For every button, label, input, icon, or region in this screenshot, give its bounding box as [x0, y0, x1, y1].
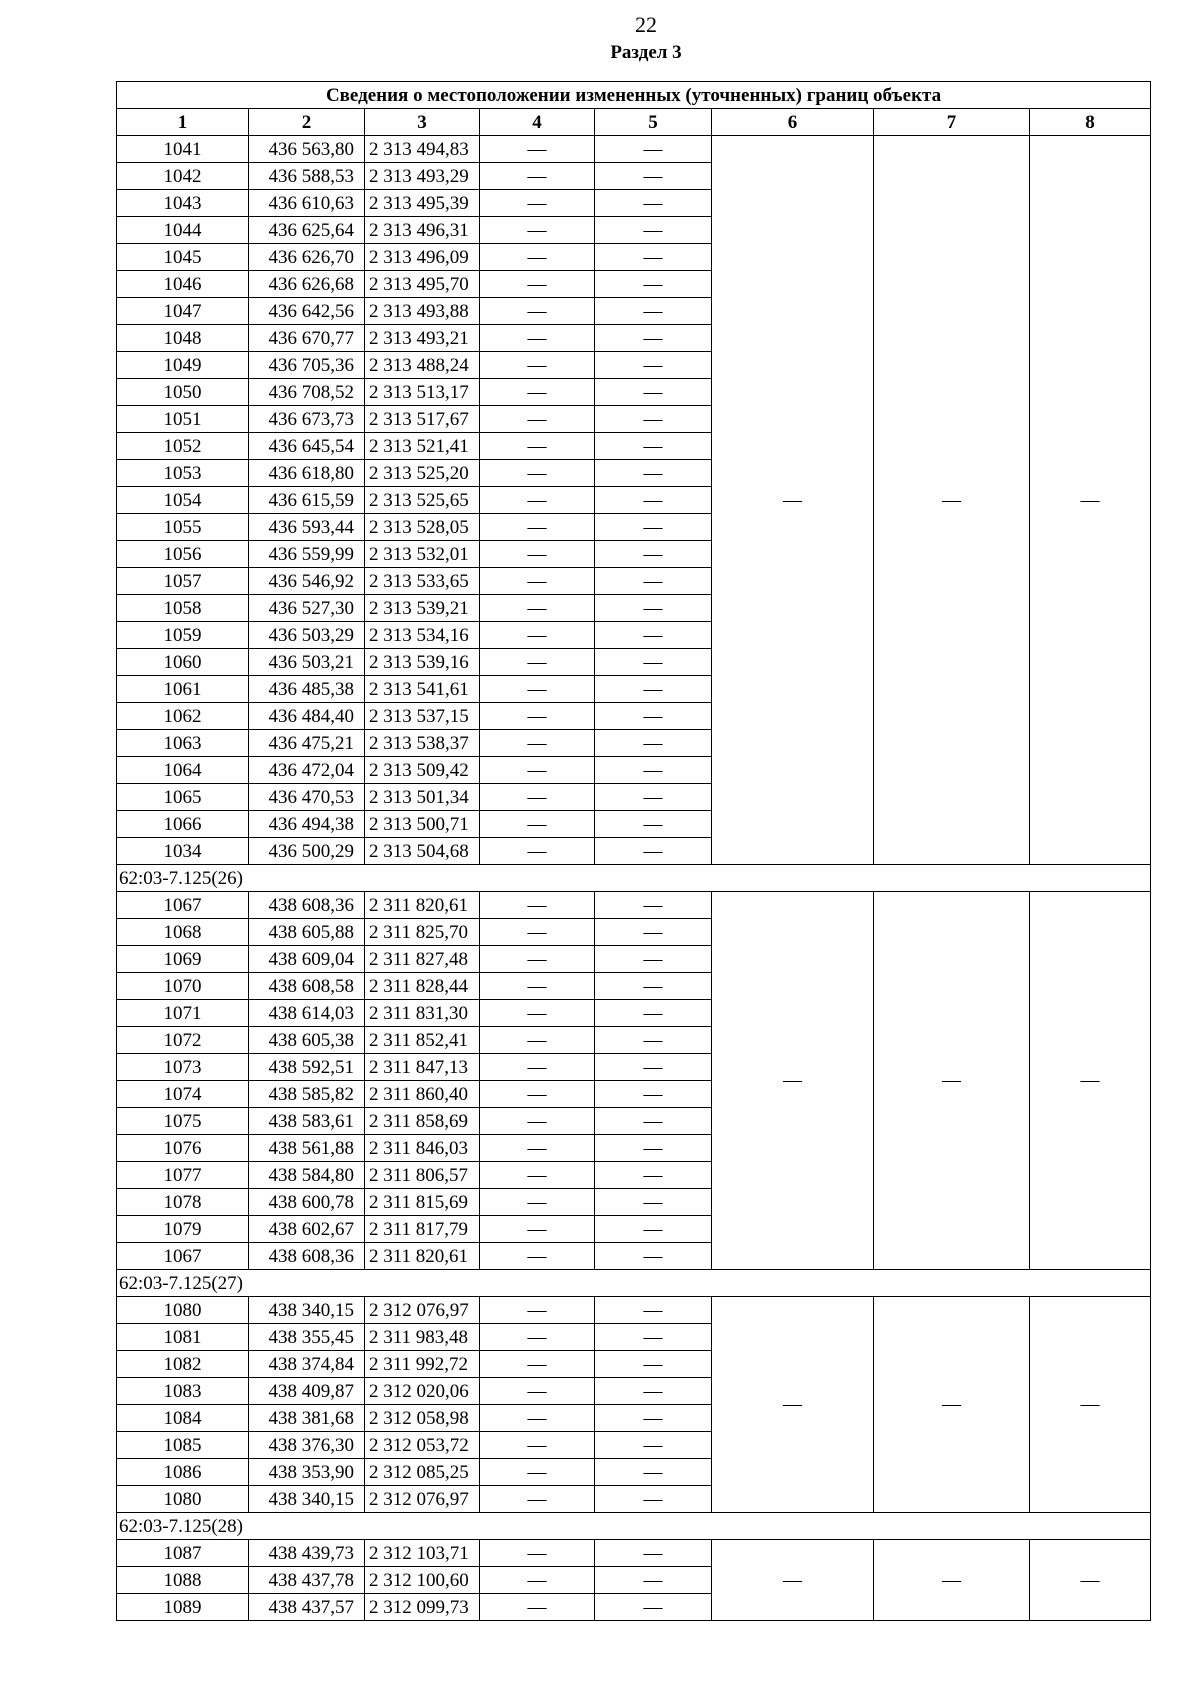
x-coordinate-cell: 436 494,38 [249, 811, 365, 838]
point-number-cell: 1077 [117, 1162, 249, 1189]
x-coordinate-cell: 438 585,82 [249, 1081, 365, 1108]
col5-cell: — [595, 730, 712, 757]
y-coordinate-cell: 2 311 825,70 [365, 919, 480, 946]
col4-cell: — [480, 676, 595, 703]
point-number-cell: 1050 [117, 379, 249, 406]
col4-cell: — [480, 136, 595, 163]
y-coordinate-cell: 2 311 983,48 [365, 1324, 480, 1351]
point-number-cell: 1070 [117, 973, 249, 1000]
y-coordinate-cell: 2 311 852,41 [365, 1027, 480, 1054]
col5-cell: — [595, 1486, 712, 1513]
column-header: 4 [480, 109, 595, 136]
y-coordinate-cell: 2 312 058,98 [365, 1405, 480, 1432]
point-number-cell: 1084 [117, 1405, 249, 1432]
col4-cell: — [480, 541, 595, 568]
point-number-cell: 1083 [117, 1378, 249, 1405]
y-coordinate-cell: 2 313 528,05 [365, 514, 480, 541]
y-coordinate-cell: 2 313 500,71 [365, 811, 480, 838]
merged-col6-cell: — [712, 1297, 874, 1513]
y-coordinate-cell: 2 312 053,72 [365, 1432, 480, 1459]
y-coordinate-cell: 2 313 537,15 [365, 703, 480, 730]
point-number-cell: 1071 [117, 1000, 249, 1027]
table-row [117, 892, 1151, 919]
col5-cell: — [595, 1351, 712, 1378]
col4-cell: — [480, 1135, 595, 1162]
x-coordinate-cell: 438 608,58 [249, 973, 365, 1000]
merged-col8-cell: — [1030, 136, 1151, 865]
merged-col8-cell: — [1030, 1297, 1151, 1513]
y-coordinate-cell: 2 312 100,60 [365, 1567, 480, 1594]
x-coordinate-cell: 438 605,88 [249, 919, 365, 946]
col4-cell: — [480, 1540, 595, 1567]
point-number-cell: 1059 [117, 622, 249, 649]
col5-cell: — [595, 595, 712, 622]
col5-cell: — [595, 973, 712, 1000]
col5-cell: — [595, 784, 712, 811]
point-number-cell: 1089 [117, 1594, 249, 1621]
col5-cell: — [595, 1297, 712, 1324]
point-number-cell: 1075 [117, 1108, 249, 1135]
y-coordinate-cell: 2 313 539,21 [365, 595, 480, 622]
col4-cell: — [480, 433, 595, 460]
x-coordinate-cell: 438 584,80 [249, 1162, 365, 1189]
point-number-cell: 1087 [117, 1540, 249, 1567]
merged-col6-cell: — [712, 892, 874, 1270]
y-coordinate-cell: 2 311 847,13 [365, 1054, 480, 1081]
point-number-cell: 1072 [117, 1027, 249, 1054]
point-number-cell: 1043 [117, 190, 249, 217]
x-coordinate-cell: 436 485,38 [249, 676, 365, 703]
point-number-cell: 1049 [117, 352, 249, 379]
point-number-cell: 1067 [117, 892, 249, 919]
point-number-cell: 1076 [117, 1135, 249, 1162]
group-label-row [117, 1513, 1151, 1540]
col4-cell: — [480, 1432, 595, 1459]
col4-cell: — [480, 1189, 595, 1216]
col4-cell: — [480, 190, 595, 217]
y-coordinate-cell: 2 313 495,39 [365, 190, 480, 217]
col4-cell: — [480, 1351, 595, 1378]
x-coordinate-cell: 436 625,64 [249, 217, 365, 244]
y-coordinate-cell: 2 312 020,06 [365, 1378, 480, 1405]
point-number-cell: 1063 [117, 730, 249, 757]
x-coordinate-cell: 438 592,51 [249, 1054, 365, 1081]
col4-cell: — [480, 973, 595, 1000]
x-coordinate-cell: 436 673,73 [249, 406, 365, 433]
x-coordinate-cell: 438 614,03 [249, 1000, 365, 1027]
col5-cell: — [595, 1459, 712, 1486]
col4-cell: — [480, 163, 595, 190]
y-coordinate-cell: 2 311 806,57 [365, 1162, 480, 1189]
point-number-cell: 1055 [117, 514, 249, 541]
y-coordinate-cell: 2 311 846,03 [365, 1135, 480, 1162]
point-number-cell: 1062 [117, 703, 249, 730]
col4-cell: — [480, 1378, 595, 1405]
point-number-cell: 1051 [117, 406, 249, 433]
col4-cell: — [480, 217, 595, 244]
col4-cell: — [480, 622, 595, 649]
col4-cell: — [480, 1405, 595, 1432]
col4-cell: — [480, 244, 595, 271]
x-coordinate-cell: 438 439,73 [249, 1540, 365, 1567]
x-coordinate-cell: 436 500,29 [249, 838, 365, 865]
col4-cell: — [480, 514, 595, 541]
y-coordinate-cell: 2 312 076,97 [365, 1486, 480, 1513]
col5-cell: — [595, 271, 712, 298]
merged-col7-cell: — [874, 136, 1030, 865]
y-coordinate-cell: 2 313 495,70 [365, 271, 480, 298]
col5-cell: — [595, 1405, 712, 1432]
point-number-cell: 1044 [117, 217, 249, 244]
col5-cell: — [595, 217, 712, 244]
col5-cell: — [595, 406, 712, 433]
point-number-cell: 1069 [117, 946, 249, 973]
point-number-cell: 1080 [117, 1297, 249, 1324]
x-coordinate-cell: 436 705,36 [249, 352, 365, 379]
point-number-cell: 1085 [117, 1432, 249, 1459]
col5-cell: — [595, 892, 712, 919]
col4-cell: — [480, 595, 595, 622]
merged-col8-cell: — [1030, 892, 1151, 1270]
table-body [117, 82, 1151, 1621]
x-coordinate-cell: 436 503,29 [249, 622, 365, 649]
x-coordinate-cell: 438 608,36 [249, 1243, 365, 1270]
col5-cell: — [595, 757, 712, 784]
x-coordinate-cell: 438 605,38 [249, 1027, 365, 1054]
col5-cell: — [595, 1027, 712, 1054]
col4-cell: — [480, 1216, 595, 1243]
y-coordinate-cell: 2 313 493,88 [365, 298, 480, 325]
merged-col8-cell: — [1030, 1540, 1151, 1621]
col5-cell: — [595, 163, 712, 190]
col5-cell: — [595, 433, 712, 460]
merged-col7-cell: — [874, 1540, 1030, 1621]
col5-cell: — [595, 1432, 712, 1459]
col4-cell: — [480, 1027, 595, 1054]
x-coordinate-cell: 438 340,15 [249, 1297, 365, 1324]
col5-cell: — [595, 514, 712, 541]
col5-cell: — [595, 1162, 712, 1189]
point-number-cell: 1088 [117, 1567, 249, 1594]
point-number-cell: 1061 [117, 676, 249, 703]
x-coordinate-cell: 436 626,68 [249, 271, 365, 298]
y-coordinate-cell: 2 311 831,30 [365, 1000, 480, 1027]
x-coordinate-cell: 438 608,36 [249, 892, 365, 919]
x-coordinate-cell: 438 437,78 [249, 1567, 365, 1594]
col4-cell: — [480, 1486, 595, 1513]
point-number-cell: 1046 [117, 271, 249, 298]
point-number-cell: 1056 [117, 541, 249, 568]
column-header: 1 [117, 109, 249, 136]
col5-cell: — [595, 298, 712, 325]
x-coordinate-cell: 436 645,54 [249, 433, 365, 460]
y-coordinate-cell: 2 313 496,09 [365, 244, 480, 271]
col4-cell: — [480, 1324, 595, 1351]
page-number: 22 [635, 12, 657, 37]
col5-cell: — [595, 487, 712, 514]
y-coordinate-cell: 2 311 815,69 [365, 1189, 480, 1216]
col4-cell: — [480, 1162, 595, 1189]
col4-cell: — [480, 298, 595, 325]
col4-cell: — [480, 460, 595, 487]
col5-cell: — [595, 190, 712, 217]
group-label-row [117, 865, 1151, 892]
y-coordinate-cell: 2 313 496,31 [365, 217, 480, 244]
x-coordinate-cell: 438 437,57 [249, 1594, 365, 1621]
x-coordinate-cell: 436 470,53 [249, 784, 365, 811]
y-coordinate-cell: 2 311 858,69 [365, 1108, 480, 1135]
point-number-cell: 1054 [117, 487, 249, 514]
col5-cell: — [595, 1594, 712, 1621]
col5-cell: — [595, 379, 712, 406]
col5-cell: — [595, 1540, 712, 1567]
x-coordinate-cell: 438 340,15 [249, 1486, 365, 1513]
point-number-cell: 1067 [117, 1243, 249, 1270]
point-number-cell: 1045 [117, 244, 249, 271]
col5-cell: — [595, 946, 712, 973]
table-title: Сведения о местоположении измененных (уточненных) границ объекта [117, 82, 1151, 109]
x-coordinate-cell: 436 527,30 [249, 595, 365, 622]
col4-cell: — [480, 838, 595, 865]
col4-cell: — [480, 1594, 595, 1621]
y-coordinate-cell: 2 313 488,24 [365, 352, 480, 379]
point-number-cell: 1052 [117, 433, 249, 460]
col5-cell: — [595, 676, 712, 703]
col5-cell: — [595, 352, 712, 379]
y-coordinate-cell: 2 312 099,73 [365, 1594, 480, 1621]
col4-cell: — [480, 325, 595, 352]
col4-cell: — [480, 703, 595, 730]
section-title: Раздел 3 [610, 42, 682, 63]
col5-cell: — [595, 244, 712, 271]
col5-cell: — [595, 541, 712, 568]
y-coordinate-cell: 2 313 493,29 [365, 163, 480, 190]
y-coordinate-cell: 2 313 532,01 [365, 541, 480, 568]
x-coordinate-cell: 438 374,84 [249, 1351, 365, 1378]
point-number-cell: 1034 [117, 838, 249, 865]
y-coordinate-cell: 2 313 539,16 [365, 649, 480, 676]
group-label: 62:03-7.125(27) [117, 1270, 1151, 1297]
point-number-cell: 1079 [117, 1216, 249, 1243]
table-row [117, 1540, 1151, 1567]
col5-cell: — [595, 1054, 712, 1081]
point-number-cell: 1065 [117, 784, 249, 811]
point-number-cell: 1066 [117, 811, 249, 838]
point-number-cell: 1047 [117, 298, 249, 325]
point-number-cell: 1073 [117, 1054, 249, 1081]
column-header: 7 [874, 109, 1030, 136]
y-coordinate-cell: 2 312 076,97 [365, 1297, 480, 1324]
x-coordinate-cell: 436 475,21 [249, 730, 365, 757]
y-coordinate-cell: 2 311 992,72 [365, 1351, 480, 1378]
point-number-cell: 1078 [117, 1189, 249, 1216]
y-coordinate-cell: 2 311 817,79 [365, 1216, 480, 1243]
group-label-row [117, 1270, 1151, 1297]
col4-cell: — [480, 757, 595, 784]
col5-cell: — [595, 460, 712, 487]
x-coordinate-cell: 436 610,63 [249, 190, 365, 217]
y-coordinate-cell: 2 313 493,21 [365, 325, 480, 352]
col5-cell: — [595, 1000, 712, 1027]
col4-cell: — [480, 919, 595, 946]
col4-cell: — [480, 271, 595, 298]
y-coordinate-cell: 2 313 533,65 [365, 568, 480, 595]
x-coordinate-cell: 436 503,21 [249, 649, 365, 676]
x-coordinate-cell: 438 561,88 [249, 1135, 365, 1162]
x-coordinate-cell: 436 472,04 [249, 757, 365, 784]
x-coordinate-cell: 436 618,80 [249, 460, 365, 487]
y-coordinate-cell: 2 313 525,65 [365, 487, 480, 514]
col4-cell: — [480, 406, 595, 433]
x-coordinate-cell: 438 376,30 [249, 1432, 365, 1459]
col5-cell: — [595, 1081, 712, 1108]
x-coordinate-cell: 436 563,80 [249, 136, 365, 163]
point-number-cell: 1074 [117, 1081, 249, 1108]
point-number-cell: 1048 [117, 325, 249, 352]
col4-cell: — [480, 1108, 595, 1135]
x-coordinate-cell: 436 615,59 [249, 487, 365, 514]
col5-cell: — [595, 919, 712, 946]
column-header: 3 [365, 109, 480, 136]
col5-cell: — [595, 1243, 712, 1270]
col4-cell: — [480, 811, 595, 838]
y-coordinate-cell: 2 311 820,61 [365, 892, 480, 919]
col4-cell: — [480, 1000, 595, 1027]
group-label: 62:03-7.125(28) [117, 1513, 1151, 1540]
x-coordinate-cell: 438 381,68 [249, 1405, 365, 1432]
y-coordinate-cell: 2 313 534,16 [365, 622, 480, 649]
y-coordinate-cell: 2 313 521,41 [365, 433, 480, 460]
x-coordinate-cell: 436 484,40 [249, 703, 365, 730]
x-coordinate-cell: 438 600,78 [249, 1189, 365, 1216]
x-coordinate-cell: 436 708,52 [249, 379, 365, 406]
y-coordinate-cell: 2 313 513,17 [365, 379, 480, 406]
column-header: 5 [595, 109, 712, 136]
column-header: 8 [1030, 109, 1151, 136]
x-coordinate-cell: 436 559,99 [249, 541, 365, 568]
table-row [117, 136, 1151, 163]
col5-cell: — [595, 838, 712, 865]
column-header: 2 [249, 109, 365, 136]
x-coordinate-cell: 438 583,61 [249, 1108, 365, 1135]
point-number-cell: 1053 [117, 460, 249, 487]
col4-cell: — [480, 730, 595, 757]
point-number-cell: 1042 [117, 163, 249, 190]
point-number-cell: 1060 [117, 649, 249, 676]
y-coordinate-cell: 2 313 541,61 [365, 676, 480, 703]
table-title-row [117, 82, 1151, 109]
col5-cell: — [595, 1108, 712, 1135]
col4-cell: — [480, 892, 595, 919]
merged-col7-cell: — [874, 1297, 1030, 1513]
col5-cell: — [595, 1567, 712, 1594]
point-number-cell: 1082 [117, 1351, 249, 1378]
point-number-cell: 1058 [117, 595, 249, 622]
table-row [117, 1297, 1151, 1324]
col5-cell: — [595, 649, 712, 676]
col5-cell: — [595, 1216, 712, 1243]
col5-cell: — [595, 1189, 712, 1216]
y-coordinate-cell: 2 312 085,25 [365, 1459, 480, 1486]
point-number-cell: 1086 [117, 1459, 249, 1486]
x-coordinate-cell: 436 588,53 [249, 163, 365, 190]
y-coordinate-cell: 2 313 494,83 [365, 136, 480, 163]
point-number-cell: 1080 [117, 1486, 249, 1513]
col4-cell: — [480, 352, 595, 379]
col4-cell: — [480, 649, 595, 676]
x-coordinate-cell: 438 609,04 [249, 946, 365, 973]
header-row [117, 109, 1151, 136]
point-number-cell: 1064 [117, 757, 249, 784]
x-coordinate-cell: 438 602,67 [249, 1216, 365, 1243]
col4-cell: — [480, 1297, 595, 1324]
y-coordinate-cell: 2 311 827,48 [365, 946, 480, 973]
column-header: 6 [712, 109, 874, 136]
col5-cell: — [595, 325, 712, 352]
y-coordinate-cell: 2 313 504,68 [365, 838, 480, 865]
y-coordinate-cell: 2 313 509,42 [365, 757, 480, 784]
y-coordinate-cell: 2 313 538,37 [365, 730, 480, 757]
y-coordinate-cell: 2 311 860,40 [365, 1081, 480, 1108]
col5-cell: — [595, 703, 712, 730]
point-number-cell: 1041 [117, 136, 249, 163]
point-number-cell: 1068 [117, 919, 249, 946]
col4-cell: — [480, 568, 595, 595]
col4-cell: — [480, 1054, 595, 1081]
col4-cell: — [480, 1081, 595, 1108]
merged-col6-cell: — [712, 1540, 874, 1621]
x-coordinate-cell: 436 626,70 [249, 244, 365, 271]
x-coordinate-cell: 436 670,77 [249, 325, 365, 352]
y-coordinate-cell: 2 311 820,61 [365, 1243, 480, 1270]
col4-cell: — [480, 1459, 595, 1486]
boundary-table [116, 81, 1151, 1621]
group-label: 62:03-7.125(26) [117, 865, 1151, 892]
col5-cell: — [595, 1378, 712, 1405]
point-number-cell: 1081 [117, 1324, 249, 1351]
col5-cell: — [595, 1324, 712, 1351]
col5-cell: — [595, 622, 712, 649]
y-coordinate-cell: 2 311 828,44 [365, 973, 480, 1000]
y-coordinate-cell: 2 313 501,34 [365, 784, 480, 811]
col5-cell: — [595, 136, 712, 163]
y-coordinate-cell: 2 312 103,71 [365, 1540, 480, 1567]
merged-col7-cell: — [874, 892, 1030, 1270]
col4-cell: — [480, 1243, 595, 1270]
col4-cell: — [480, 487, 595, 514]
y-coordinate-cell: 2 313 525,20 [365, 460, 480, 487]
x-coordinate-cell: 436 593,44 [249, 514, 365, 541]
y-coordinate-cell: 2 313 517,67 [365, 406, 480, 433]
col4-cell: — [480, 784, 595, 811]
x-coordinate-cell: 438 409,87 [249, 1378, 365, 1405]
col5-cell: — [595, 1135, 712, 1162]
col5-cell: — [595, 811, 712, 838]
point-number-cell: 1057 [117, 568, 249, 595]
x-coordinate-cell: 438 355,45 [249, 1324, 365, 1351]
merged-col6-cell: — [712, 136, 874, 865]
col4-cell: — [480, 1567, 595, 1594]
col4-cell: — [480, 379, 595, 406]
x-coordinate-cell: 436 546,92 [249, 568, 365, 595]
col4-cell: — [480, 946, 595, 973]
x-coordinate-cell: 436 642,56 [249, 298, 365, 325]
x-coordinate-cell: 438 353,90 [249, 1459, 365, 1486]
col5-cell: — [595, 568, 712, 595]
